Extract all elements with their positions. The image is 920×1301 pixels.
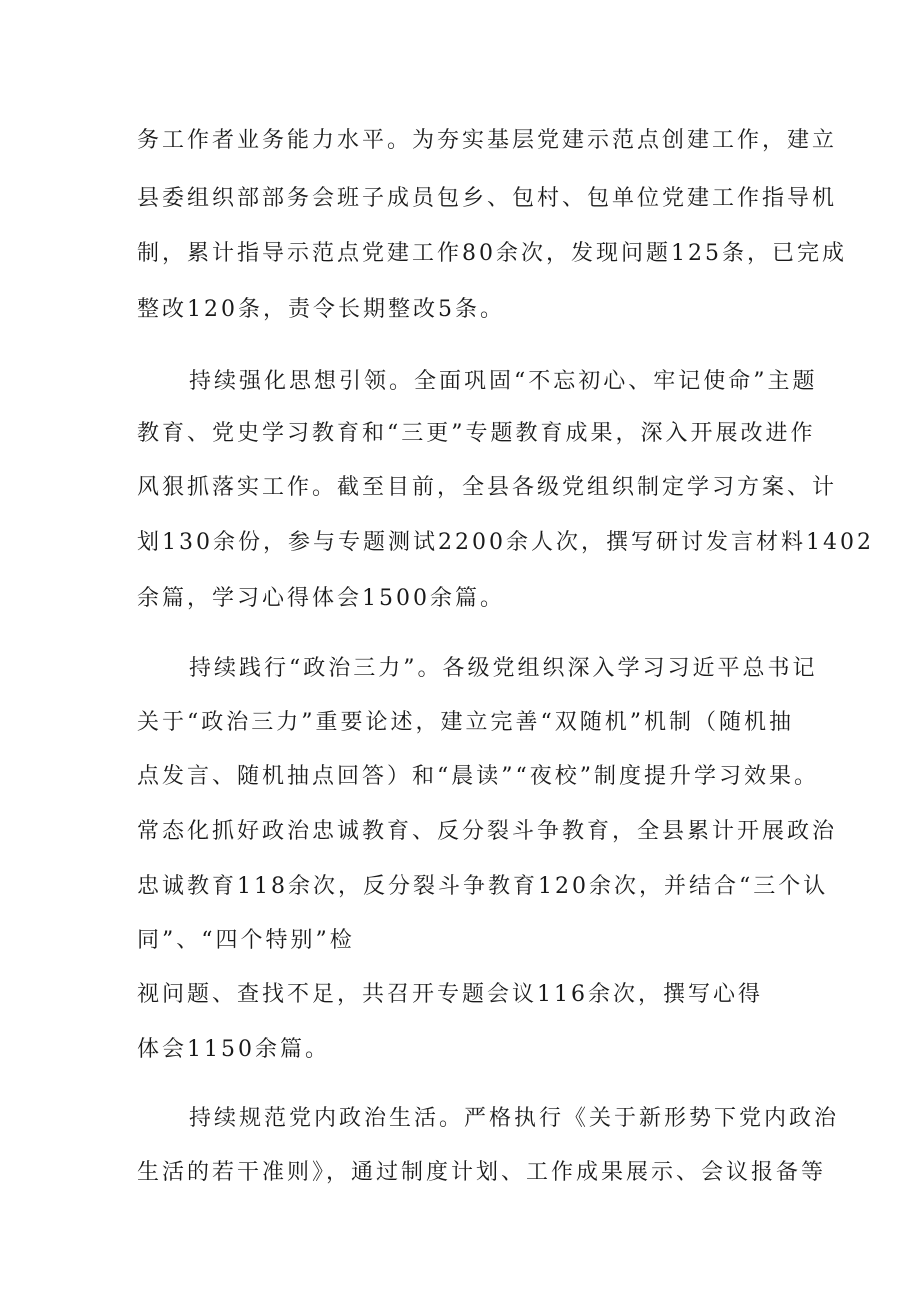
text-line: 制，累计指导示范点党建工作80余次，发现问题125条，已完成 [137,241,847,266]
text-line: 同”、“四个特别”检 [137,928,355,953]
text-line: 整改120条，责令长期整改5条。 [137,297,505,322]
text-line: 关于“政治三力”重要论述，建立完善“双随机”机制（随机抽 [137,710,794,735]
text-line: 体会1150余篇。 [137,1037,330,1062]
paragraph-first-line: 持续强化思想引领。全面巩固“不忘初心、牢记使命”主题 [189,369,818,394]
text-line: 忠诚教育118余次，反分裂斗争教育120余次，并结合“三个认 [137,874,829,899]
text-line: 划130余份，参与专题测试2200余人次，撰写研讨发言材料1402 [137,530,874,555]
text-line: 生活的若干准则》，通过制度计划、工作成果展示、会议报备等 [137,1160,827,1185]
paragraph-first-line: 持续践行“政治三力”。各级党组织深入学习习近平总书记 [189,656,818,681]
text-line: 常态化抓好政治忠诚教育、反分裂斗争教育，全县累计开展政治 [137,819,838,844]
paragraph-first-line: 持续规范党内政治生活。严格执行《关于新形势下党内政治 [189,1106,840,1131]
text-line: 务工作者业务能力水平。为夯实基层党建示范点创建工作，建立 [137,128,838,153]
text-line: 教育、党史学习教育和“三更”专题教育成果，深入开展改进作 [137,421,816,446]
text-line: 点发言、随机抽点回答）和“晨读”“夜校”制度提升学习效果。 [137,764,819,789]
text-line: 县委组织部部务会班子成员包乡、包村、包单位党建工作指导机 [137,186,838,211]
text-line: 余篇，学习心得体会1500余篇。 [137,586,505,611]
text-line: 风狠抓落实工作。截至目前，全县各级党组织制定学习方案、计 [137,475,838,500]
text-line: 视问题、查找不足，共召开专题会议116余次，撰写心得 [137,982,763,1007]
